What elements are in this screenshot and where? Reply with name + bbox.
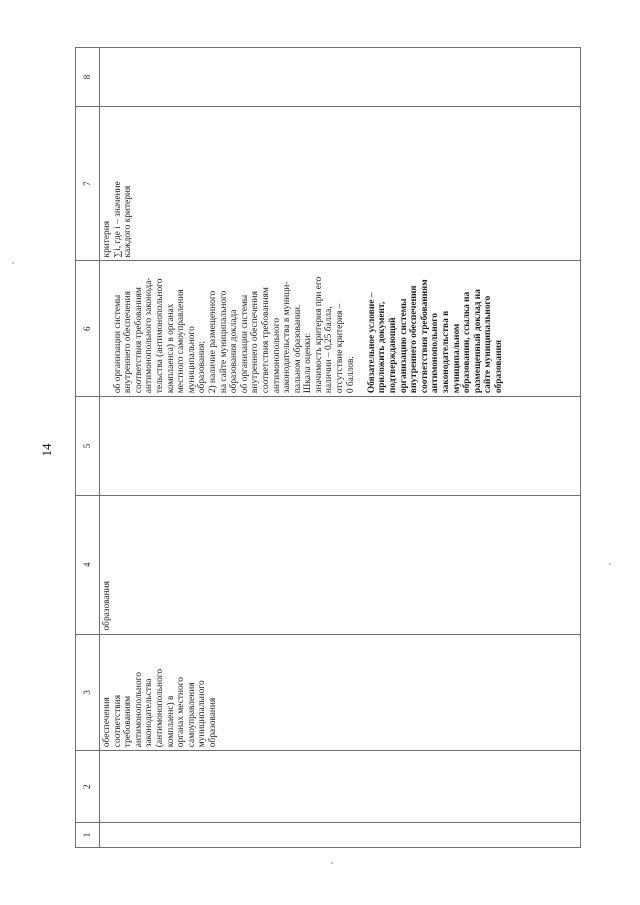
scan-speck <box>331 862 333 864</box>
table-row <box>100 48 580 847</box>
text-line: образования <box>102 581 112 631</box>
col3-text <box>102 638 219 748</box>
text-line: соответствия требованиям <box>419 279 430 394</box>
text-line: самоуправления <box>186 682 197 748</box>
text-line: ∑i, где i – значение <box>112 181 123 258</box>
text-line: муниципальном <box>451 323 462 394</box>
cell-col-8 <box>100 48 580 107</box>
header-col-4: 4 <box>76 496 99 635</box>
text-line: обеспечения <box>102 697 112 748</box>
criteria-table <box>75 47 581 848</box>
text-line: 0 баллов. <box>345 356 356 394</box>
header-col-1: 1 <box>82 832 92 838</box>
text-line: антимонопольного <box>271 317 282 394</box>
text-line: законодательства в муници- <box>282 281 293 394</box>
page-number: 14 <box>39 443 54 457</box>
text-line: органах местного <box>176 677 187 748</box>
text-line: образования доклада <box>229 309 240 394</box>
text-line: соответствия требованиям <box>133 287 144 394</box>
text-line: внутреннего обеспечения <box>409 285 420 394</box>
text-line: внутреннего обеспечения <box>250 291 261 394</box>
text-line: (антимонопольного <box>154 668 165 748</box>
cell-col-6 <box>100 261 580 397</box>
table-header-row <box>76 48 100 847</box>
text-line: размещенный доклад на <box>472 289 483 394</box>
text-line: антимонопольного <box>133 672 144 748</box>
header-col-6: 6 <box>76 261 99 397</box>
cell-col-4 <box>100 496 580 635</box>
text-line: комплаенса) в органах <box>165 303 176 394</box>
text-line: пальном образовании. <box>292 304 303 394</box>
text-line: наличии – 0,25 балла, <box>324 306 335 394</box>
header-col-5: 5 <box>76 397 99 496</box>
text-line: критерия <box>102 220 112 258</box>
header-col-7: 7 <box>76 107 99 262</box>
text-line: местного самоуправления <box>176 289 187 394</box>
criteria-table-sheet <box>75 47 581 848</box>
col6-text <box>113 264 357 393</box>
text-line: 2) наличие размещенного <box>207 290 218 394</box>
header-col-8: 8 <box>76 48 99 107</box>
header-col-3: 3 <box>76 635 99 752</box>
cell-col-3 <box>100 635 580 752</box>
text-line: об организации системы <box>239 294 250 394</box>
text-line: образования <box>493 340 504 394</box>
text-line: организацию системы <box>398 298 409 394</box>
text-line: антимонопольного <box>430 313 441 394</box>
text-line: соответствия <box>112 694 123 748</box>
text-line: Шкала оценки: <box>303 332 314 394</box>
text-line: каждого критерия <box>123 185 134 258</box>
cell-col-1 <box>100 823 580 847</box>
text-line: комплаенс) в <box>165 695 176 748</box>
text-line: требованиям <box>123 695 134 748</box>
text-line: законодательства <box>144 678 155 748</box>
cell-col-7 <box>100 107 580 262</box>
text-line: Обязательное условие – <box>366 292 377 394</box>
text-line: на сайте муниципального <box>218 290 229 394</box>
scan-speck <box>12 262 14 264</box>
col6-mandatory-condition <box>367 264 505 393</box>
text-line: тельства (антимонопольного <box>154 278 165 394</box>
text-line: значимость критерия при его <box>313 276 324 394</box>
text-line: соответствия требованиям <box>260 287 271 394</box>
text-line: отсутствие критерия – <box>335 303 346 394</box>
cell-col-5 <box>100 397 580 496</box>
col7-text <box>102 110 134 258</box>
col4-text <box>102 499 113 631</box>
text-line: муниципального <box>186 326 197 394</box>
text-line: образования <box>207 697 218 748</box>
text-line: муниципального <box>197 680 208 748</box>
text-line: антимонопольного законода- <box>144 277 155 394</box>
header-col-2: 2 <box>76 751 99 823</box>
text-line: образовании, ссылка на <box>462 291 473 394</box>
text-line: об организации системы <box>112 294 123 394</box>
text-line: подтверждающий <box>388 317 399 394</box>
text-line: законодательства в <box>441 310 451 394</box>
cell-col-2 <box>100 751 580 823</box>
text-line: внутреннего обеспечения <box>123 291 134 394</box>
text-line: сайте муниципального <box>483 295 494 394</box>
text-line: образования; <box>197 341 208 394</box>
text-line: приложить документ, <box>377 301 388 394</box>
scan-speck <box>609 563 611 565</box>
